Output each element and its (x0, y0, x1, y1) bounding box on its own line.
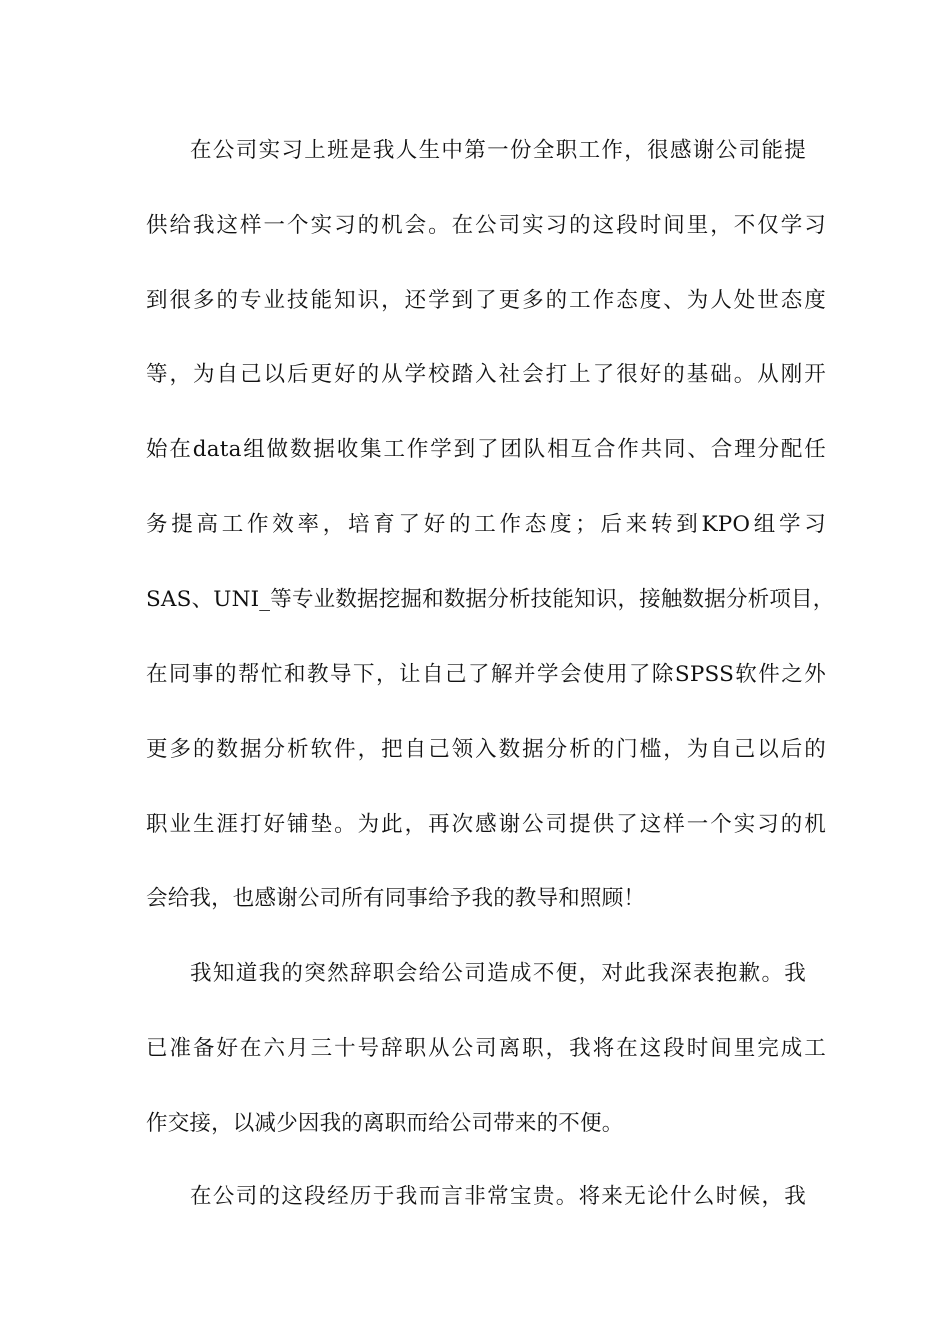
paragraph-1-line-10: 职业生涯打好铺垫。为此，再次感谢公司提供了这样一个实习的机 (146, 812, 826, 837)
paragraph-1-line-1: 在公司实习上班是我人生中第一份全职工作，很感谢公司能提 (190, 138, 806, 163)
paragraph-1-line-11: 会给我，也感谢公司所有同事给予我的教导和照顾！ (146, 886, 646, 911)
paragraph-2-line-3: 作交接，以减少因我的离职而给公司带来的不便。 (146, 1111, 624, 1136)
paragraph-1-line-8: 在同事的帮忙和教导下，让自己了解并学会使用了除SPSS软件之外 (146, 662, 826, 687)
paragraph-3-line-1: 在公司的这段经历于我而言非常宝贵。将来无论什么时候，我 (190, 1184, 806, 1209)
paragraph-1-line-3: 到很多的专业技能知识，还学到了更多的工作态度、为人处世态度 (146, 288, 826, 313)
paragraph-1-line-9: 更多的数据分析软件，把自己领入数据分析的门槛，为自己以后的 (146, 737, 826, 762)
paragraph-1-line-4: 等，为自己以后更好的从学校踏入社会打上了很好的基础。从刚开 (146, 362, 826, 387)
paragraph-2-line-1: 我知道我的突然辞职会给公司造成不便，对此我深表抱歉。我 (190, 961, 806, 986)
paragraph-1-line-7: SAS、UNI_等专业数据挖掘和数据分析技能知识，接触数据分析项目， (146, 587, 835, 612)
paragraph-1-line-2: 供给我这样一个实习的机会。在公司实习的这段时间里，不仅学习 (146, 213, 826, 238)
paragraph-1-line-6: 务提高工作效率，培育了好的工作态度；后来转到KPO组学习 (146, 512, 826, 537)
paragraph-2-line-2: 已准备好在六月三十号辞职从公司离职，我将在这段时间里完成工 (146, 1036, 826, 1061)
paragraph-1-line-5: 始在data组做数据收集工作学到了团队相互合作共同、合理分配任 (146, 437, 826, 462)
